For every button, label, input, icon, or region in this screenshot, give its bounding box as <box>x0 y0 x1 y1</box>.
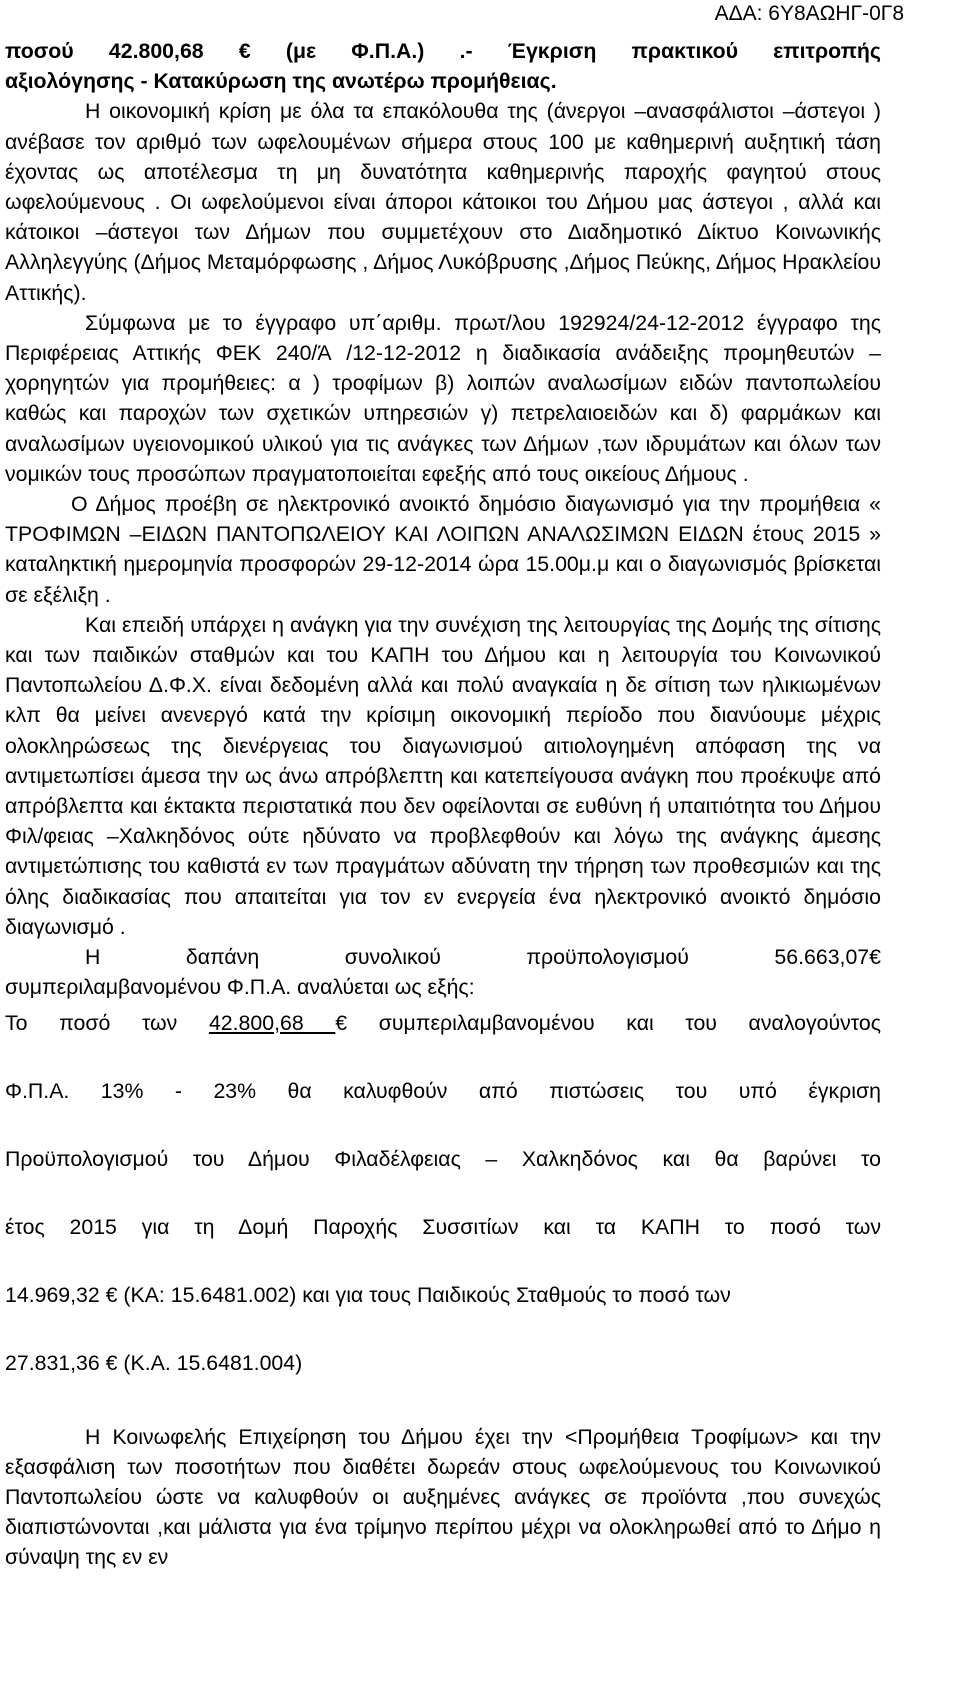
amount-line-1-suffix: € συμπεριλαμβανομένου και του αναλογούντος <box>335 1010 881 1035</box>
expense-line-2: συμπεριλαμβανομένου Φ.Π.Α. αναλύεται ως εξής: <box>5 975 475 1000</box>
ada-code: ΑΔΑ: 6Υ8ΑΩΗΓ-0Γ8 <box>714 2 904 25</box>
paragraph-urgency: Και επειδή υπάρχει η ανάγκη για την συνέχιση της λειτουργίας της Δομής της σίτισης και των παιδικών σταθμών και του ΚΑΠΗ του Δήμου και η λειτουργία του Κοινωνικού Παντοπωλείου Δ.Φ.Χ. είναι δεδομένη αλλά και πολύ αναγκαία η δε σίτιση των ηλικιωμένων κλπ θα μείνει ανενεργό κατά την κρίσιμη οικονομική περίοδο που διανύουμε μέχρις ολοκληρώσεως της διενέργειας του διαγωνισμού αιτιολογημένη απόφαση της να αντιμετωπίσει άμεσα την ως άνω απρόβλεπτη και κατεπείγουσα ανάγκη που προέκυψε από απρόβλεπτα και έκτακτα περιστατικά που δεν οφείλονται σε ευθύνη ή υπαιτιότητα του Δήμου Φιλ/φειας –Χαλκηδόνος ούτε ηδύνατο να προβλεφθούν και λόγω της ανάγκης άμεσης αντιμετώπισης του καθιστά εν των πραγμάτων αδύνατη την τήρηση των προθεσμιών και της όλης διαδικασίας που απαιτείται για τον εν ενεργεία ένα ηλεκτρονικό ανοικτό δημόσιο διαγωνισμό . <box>5 612 881 939</box>
amount-line-1-prefix: Το ποσό των <box>5 1010 209 1035</box>
expense-line-1: Η δαπάνη συνολικού προϋπολογισμού 56.663,07€ <box>85 945 881 970</box>
subject-line-1: ποσού 42.800,68 € (με Φ.Π.Α.) .- Έγκριση πρακτικού επιτροπής <box>5 39 881 63</box>
amount-total: 42.800,68 <box>208 1010 336 1035</box>
subject-line-2: αξιολόγησης - Κατακύρωση της ανωτέρω προμήθειας. <box>5 69 557 94</box>
paragraph-community-enterprise: Η Κοινωφελής Επιχείρηση του Δήμου έχει την <Προμήθεια Τροφίμων> και την εξασφάλιση των ποσοτήτων που διαθέτει δωρεάν στους ωφελούμενους του Κοινωνικού Παντοπωλείου ώστε να καλυφθούν οι αυξημένες ανάγκες σε προϊόντα ,που συνεχώς διαπιστώνονται ,και μάλιστα για ένα τρίμηνο περίπου μέχρι να ολοκληρωθεί από το Δήμο η σύναψη της εν εν <box>5 1424 881 1570</box>
amount-line-2: Φ.Π.Α. 13% - 23% θα καλυφθούν από πιστώσεις του υπό έγκριση <box>5 1078 881 1103</box>
amount-line-1 <box>5 1003 881 1043</box>
amount-line-6: 27.831,36 € (Κ.Α. 15.6481.004) <box>5 1350 303 1375</box>
amount-line-3: Προϋπολογισμού του Δήμου Φιλαδέλφειας – Χαλκηδόνος και θα βαρύνει το <box>5 1146 881 1171</box>
paragraph-tender: Ο Δήμος προέβη σε ηλεκτρονικό ανοικτό δημόσιο διαγωνισμό για την προμήθεια « ΤΡΟΦΙΜΩΝ –ΕΙΔΩΝ ΠΑΝΤΟΠΩΛΕΙΟΥ ΚΑΙ ΛΟΙΠΩΝ ΑΝΑΛΩΣΙΜΩΝ ΕΙΔΩΝ έτους 2015 » καταληκτική ημερομηνία προσφορών 29-12-2014 ώρα 15.00μ.μ και ο διαγωνισμός βρίσκεται σε εξέλιξη . <box>5 492 881 607</box>
expense-breakdown <box>5 1003 881 1383</box>
paragraph-region-document: Σύμφωνα με το έγγραφο υπ΄αριθμ. πρωτ/λου 192924/24-12-2012 έγγραφο της Περιφέρειας Αττικής ΦΕΚ 240/Ά /12-12-2012 η διαδικασία ανάδειξης προμηθευτών –χορηγητών για προμήθειες: α ) τροφίμων β) λοιπών αναλωσίμων ειδών παντοπωλείου καθώς και παροχών των σχετικών υπηρεσιών γ) πετρελαιοειδών και δ) φαρμάκων και αναλωσίμων υγειονομικού υλικού για τις ανάγκες των Δήμων ,των ιδρυμάτων και όλων των νομικών τους προσώπων πραγματοποιείται εφεξής από τους οικείους Δήμους . <box>5 310 881 486</box>
paragraph-crisis: Η οικονομική κρίση με όλα τα επακόλουθα της (άνεργοι –ανασφάλιστοι –άστεγοι ) ανέβασε τον αριθμό των ωφελουμένων σήμερα στους 100 με καθημερινή αυξητική τάση έχοντας ως αποτέλεσμα τη μη δυνατότητα καθημερινής παροχής φαγητού στους ωφελούμενους . Οι ωφελούμενοι είναι άποροι κάτοικοι του Δήμου μας άστεγοι , αλλά και κάτοικοι –άστεγοι των Δήμων που συμμετέχουν στο Διαδημοτικό Δίκτυο Κοινωνικής Αλληλεγγύης (Δήμος Μεταμόρφωσης , Δήμος Λυκόβρυσης ,Δήμος Πεύκης, Δήμος Ηρακλείου Αττικής). <box>5 99 881 305</box>
amount-line-4: έτος 2015 για τη Δομή Παροχής Συσσιτίων και τα ΚΑΠΗ το ποσό των <box>5 1214 881 1239</box>
document-body <box>5 36 881 1573</box>
amount-line-5: 14.969,32 € (ΚΑ: 15.6481.002) και για τους Παιδικούς Σταθμούς το ποσό των <box>5 1282 731 1307</box>
